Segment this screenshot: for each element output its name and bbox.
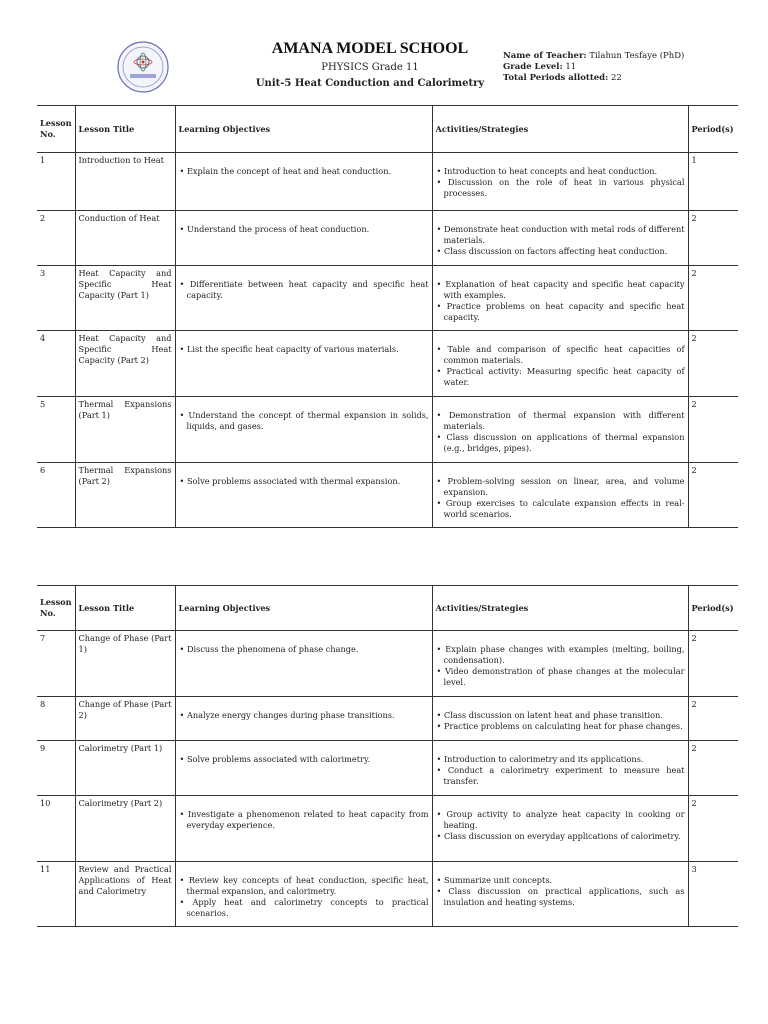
list-item: • Group activity to analyze heat capacity in cooking or heating. — [436, 809, 685, 831]
activities — [432, 631, 688, 697]
teacher-value: Tilahun Tesfaye (PhD) — [589, 51, 685, 61]
grade-level-label: Grade Level: — [503, 62, 563, 72]
learning-objectives — [175, 331, 432, 397]
periods: 3 — [688, 862, 738, 927]
activities-list — [436, 476, 685, 520]
col-lesson-title: Lesson Title — [75, 106, 175, 153]
list-item: • Analyze energy changes during phase transitions. — [179, 710, 429, 721]
total-periods-label: Total Periods allotted: — [503, 73, 609, 83]
lesson-title: Review and Practical Applications of Heat and Calorimetry — [75, 862, 175, 927]
lesson-number: 1 — [37, 153, 75, 211]
lesson-title: Heat Capacity and Specific Heat Capacity (Part 2) — [75, 331, 175, 397]
col-objectives: Learning Objectives — [175, 586, 432, 631]
activities — [432, 697, 688, 741]
learning-objectives-list — [179, 754, 429, 765]
learning-objectives-list — [179, 166, 429, 177]
lesson-number: 6 — [37, 463, 75, 528]
learning-objectives — [175, 796, 432, 862]
learning-objectives — [175, 862, 432, 927]
learning-objectives-list — [179, 476, 429, 487]
table-row — [37, 266, 738, 331]
school-logo — [116, 40, 170, 94]
grade-level-line — [503, 62, 576, 73]
col-lesson-title: Lesson Title — [75, 586, 175, 631]
school-name: AMANA MODEL SCHOOL — [271, 40, 469, 57]
learning-objectives — [175, 697, 432, 741]
list-item: • Demonstration of thermal expansion with different materials. — [436, 410, 685, 432]
table-row — [37, 397, 738, 463]
lesson-title: Change of Phase (Part 2) — [75, 697, 175, 741]
learning-objectives-list — [179, 875, 429, 919]
activities-list — [436, 875, 685, 908]
activities-list — [436, 166, 685, 199]
activities — [432, 397, 688, 463]
activities-list — [436, 224, 685, 257]
list-item: • Group exercises to calculate expansion effects in real-world scenarios. — [436, 498, 685, 520]
activities — [432, 796, 688, 862]
activities-list — [436, 754, 685, 787]
learning-objectives — [175, 631, 432, 697]
lesson-number: 3 — [37, 266, 75, 331]
list-item: • Problem-solving session on linear, area, and volume expansion. — [436, 476, 685, 498]
table-row — [37, 211, 738, 266]
periods: 2 — [688, 697, 738, 741]
lesson-number: 2 — [37, 211, 75, 266]
list-item: • Solve problems associated with calorimetry. — [179, 754, 429, 765]
col-periods: Period(s) — [688, 586, 738, 631]
col-objectives: Learning Objectives — [175, 106, 432, 153]
periods: 2 — [688, 741, 738, 796]
periods: 2 — [688, 796, 738, 862]
table-row — [37, 331, 738, 397]
col-activities: Activities/Strategies — [432, 106, 688, 153]
list-item: • Class discussion on applications of thermal expansion (e.g., bridges, pipes). — [436, 432, 685, 454]
table-row — [37, 153, 738, 211]
table-row — [37, 463, 738, 528]
list-item: • Solve problems associated with thermal expansion. — [179, 476, 429, 487]
list-item: • Practice problems on heat capacity and specific heat capacity. — [436, 301, 685, 323]
lesson-title: Heat Capacity and Specific Heat Capacity (Part 1) — [75, 266, 175, 331]
list-item: • Explanation of heat capacity and specific heat capacity with examples. — [436, 279, 685, 301]
lesson-table-2 — [37, 585, 738, 927]
table-row — [37, 697, 738, 741]
activities-list — [436, 344, 685, 388]
learning-objectives — [175, 211, 432, 266]
lesson-rows — [37, 631, 738, 927]
table-row — [37, 631, 738, 697]
lesson-title: Calorimetry (Part 2) — [75, 796, 175, 862]
col-periods: Period(s) — [688, 106, 738, 153]
activities-list — [436, 410, 685, 454]
list-item: • Investigate a phenomenon related to heat capacity from everyday experience. — [179, 809, 429, 831]
activities — [432, 266, 688, 331]
periods: 2 — [688, 331, 738, 397]
activities — [432, 741, 688, 796]
periods: 1 — [688, 153, 738, 211]
list-item: • Table and comparison of specific heat capacities of common materials. — [436, 344, 685, 366]
periods: 2 — [688, 397, 738, 463]
list-item: • Demonstrate heat conduction with metal rods of different materials. — [436, 224, 685, 246]
learning-objectives — [175, 741, 432, 796]
list-item: • Understand the concept of thermal expansion in solids, liquids, and gases. — [179, 410, 429, 432]
col-lesson-no: Lesson No. — [37, 106, 75, 153]
activities-list — [436, 279, 685, 323]
list-item: • Understand the process of heat conduction. — [179, 224, 429, 235]
col-lesson-no: Lesson No. — [37, 586, 75, 631]
table-row — [37, 796, 738, 862]
list-item: • Discussion on the role of heat in various physical processes. — [436, 177, 685, 199]
activities — [432, 463, 688, 528]
lesson-title: Thermal Expansions (Part 1) — [75, 397, 175, 463]
learning-objectives-list — [179, 344, 429, 355]
learning-objectives-list — [179, 644, 429, 655]
learning-objectives-list — [179, 710, 429, 721]
list-item: • Practice problems on calculating heat for phase changes. — [436, 721, 685, 732]
teacher-line — [503, 51, 684, 62]
unit-title: Unit-5 Heat Conduction and Calorimetry — [255, 78, 485, 89]
lesson-title: Change of Phase (Part 1) — [75, 631, 175, 697]
list-item: • List the specific heat capacity of various materials. — [179, 344, 429, 355]
total-periods-line — [503, 73, 622, 84]
list-item: • Discuss the phenomena of phase change. — [179, 644, 429, 655]
learning-objectives — [175, 266, 432, 331]
col-activities: Activities/Strategies — [432, 586, 688, 631]
list-item: • Apply heat and calorimetry concepts to practical scenarios. — [179, 897, 429, 919]
table-row — [37, 862, 738, 927]
lesson-rows — [37, 153, 738, 528]
list-item: • Class discussion on factors affecting heat conduction. — [436, 246, 685, 257]
list-item: • Class discussion on practical applications, such as insulation and heating systems. — [436, 886, 685, 908]
table-row — [37, 741, 738, 796]
lesson-table-1 — [37, 105, 738, 528]
list-item: • Class discussion on latent heat and phase transition. — [436, 710, 685, 721]
list-item: • Practical activity: Measuring specific heat capacity of water. — [436, 366, 685, 388]
activities-list — [436, 710, 685, 732]
list-item: • Explain phase changes with examples (melting, boiling, condensation). — [436, 644, 685, 666]
table-header-row — [37, 586, 738, 631]
lesson-title: Thermal Expansions (Part 2) — [75, 463, 175, 528]
learning-objectives-list — [179, 279, 429, 301]
learning-objectives — [175, 397, 432, 463]
lesson-number: 8 — [37, 697, 75, 741]
list-item: • Summarize unit concepts. — [436, 875, 685, 886]
periods: 2 — [688, 463, 738, 528]
list-item: • Conduct a calorimetry experiment to measure heat transfer. — [436, 765, 685, 787]
lesson-title: Conduction of Heat — [75, 211, 175, 266]
learning-objectives-list — [179, 809, 429, 831]
learning-objectives-list — [179, 410, 429, 432]
list-item: • Explain the concept of heat and heat conduction. — [179, 166, 429, 177]
periods: 2 — [688, 266, 738, 331]
grade-level-value: 11 — [565, 62, 577, 72]
activities — [432, 153, 688, 211]
learning-objectives — [175, 153, 432, 211]
lesson-number: 5 — [37, 397, 75, 463]
activities — [432, 331, 688, 397]
periods: 2 — [688, 631, 738, 697]
list-item: • Video demonstration of phase changes at the molecular level. — [436, 666, 685, 688]
lesson-number: 4 — [37, 331, 75, 397]
learning-objectives — [175, 463, 432, 528]
activities — [432, 862, 688, 927]
lesson-title: Calorimetry (Part 1) — [75, 741, 175, 796]
total-periods-value: 22 — [610, 73, 622, 83]
list-item: • Review key concepts of heat conduction, specific heat, thermal expansion, and calorimetry. — [179, 875, 429, 897]
activities-list — [436, 644, 685, 688]
activities-list — [436, 809, 685, 842]
lesson-number: 11 — [37, 862, 75, 927]
list-item: • Introduction to calorimetry and its applications. — [436, 754, 685, 765]
grade-title: PHYSICS Grade 11 — [321, 62, 419, 73]
list-item: • Introduction to heat concepts and heat conduction. — [436, 166, 685, 177]
list-item: • Differentiate between heat capacity and specific heat capacity. — [179, 279, 429, 301]
table-header-row — [37, 106, 738, 153]
teacher-label: Name of Teacher: — [503, 51, 587, 61]
list-item: • Class discussion on everyday applications of calorimetry. — [436, 831, 685, 842]
learning-objectives-list — [179, 224, 429, 235]
lesson-number: 9 — [37, 741, 75, 796]
activities — [432, 211, 688, 266]
lesson-number: 10 — [37, 796, 75, 862]
periods: 2 — [688, 211, 738, 266]
lesson-number: 7 — [37, 631, 75, 697]
lesson-title: Introduction to Heat — [75, 153, 175, 211]
